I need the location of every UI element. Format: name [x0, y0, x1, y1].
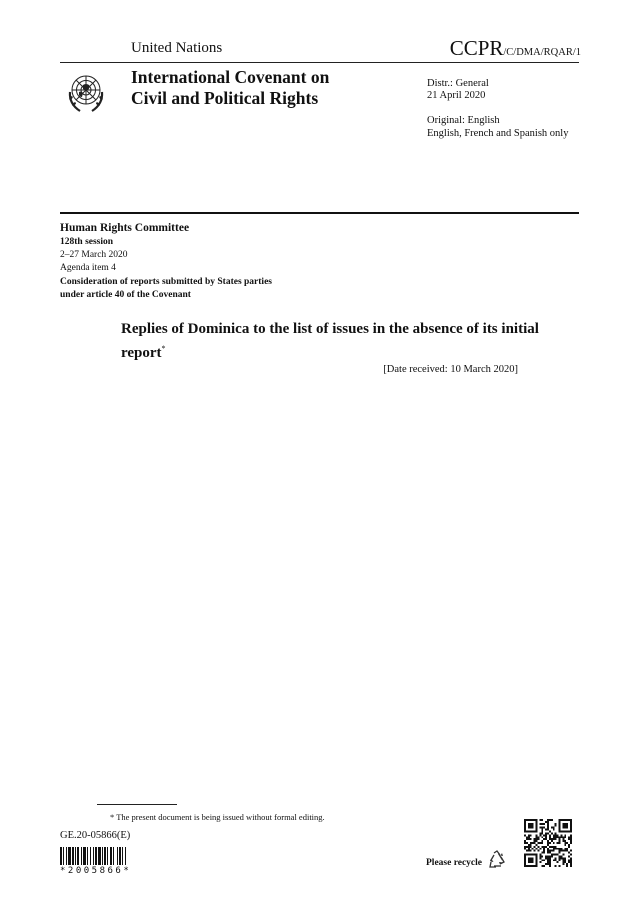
treaty-title-line: International Covenant on: [131, 67, 330, 87]
recycle-icon: [486, 849, 508, 871]
document-symbol-main: CCPR: [449, 36, 504, 60]
issue-date: 21 April 2020: [427, 90, 486, 101]
barcode-icon: [60, 847, 152, 865]
session-number: 128th session: [60, 237, 114, 247]
agenda-item-title: [60, 276, 330, 302]
treaty-title-line: Civil and Political Rights: [131, 88, 319, 108]
date-received: [Date received: 10 March 2020]: [383, 364, 518, 375]
footnote-marker: *: [161, 344, 166, 353]
committee-name: Human Rights Committee: [60, 222, 190, 234]
agenda-item: Agenda item 4: [60, 263, 116, 273]
distribution-label: Distr.: General: [427, 78, 489, 89]
agenda-item-title-line: under article 40 of the Covenant: [60, 290, 191, 300]
barcode-digits: *2005866*: [60, 866, 132, 876]
organization-name: United Nations: [131, 40, 223, 56]
session-dates: 2–27 March 2020: [60, 250, 128, 260]
job-number: GE.20-05866(E): [60, 830, 131, 841]
document-symbol-suffix: /C/DMA/RQAR/1: [503, 47, 581, 58]
footnote-divider: [97, 804, 177, 805]
section-divider: [60, 212, 579, 214]
original-language: Original: English: [427, 115, 500, 126]
qr-code-icon: [524, 819, 572, 867]
document-title: [121, 320, 541, 363]
un-emblem-icon: [62, 68, 110, 116]
header-divider: [60, 62, 579, 63]
document-symbol: [450, 36, 581, 61]
recycle-label: Please recycle: [426, 858, 482, 868]
document-title-text: Replies of Dominica to the list of issues in the absence of its initial report: [121, 321, 539, 361]
agenda-item-title-line: Consideration of reports submitted by States parties: [60, 277, 272, 287]
available-languages: English, French and Spanish only: [427, 128, 569, 139]
treaty-title: [131, 67, 401, 109]
footnote-text: * The present document is being issued without formal editing.: [110, 812, 325, 822]
